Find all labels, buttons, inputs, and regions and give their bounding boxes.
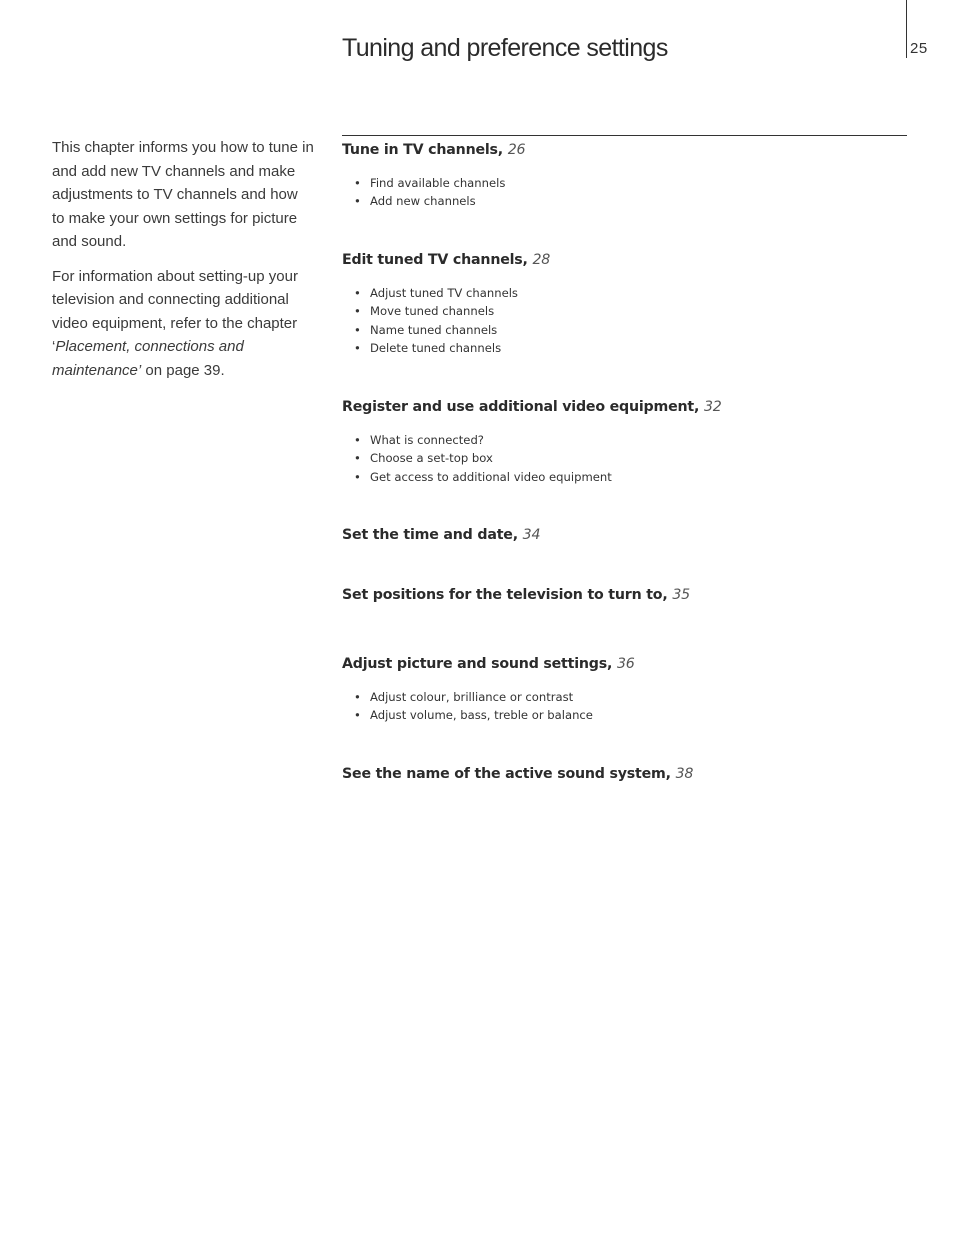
list-item-label: Choose a set-top box — [370, 451, 493, 466]
page-number: 25 — [910, 40, 928, 57]
section-title: Register and use additional video equipment, — [342, 399, 700, 415]
bullet-icon: • — [354, 451, 361, 466]
list-item — [354, 431, 907, 449]
list-item-label: Name tuned channels — [370, 322, 498, 337]
section-page-ref: 26 — [507, 142, 526, 158]
bullet-icon: • — [354, 690, 361, 704]
section-heading — [342, 250, 907, 270]
section-page-ref: 36 — [616, 656, 635, 672]
header-vertical-rule — [906, 0, 907, 58]
bullet-icon: • — [354, 304, 361, 319]
list-item — [354, 339, 907, 357]
list-item — [354, 321, 907, 339]
intro-paragraph-2-suffix: on page 39. — [141, 361, 225, 379]
bullet-icon: • — [354, 194, 361, 209]
list-item — [354, 706, 907, 724]
list-item — [354, 468, 907, 486]
intro-paragraph-2-prefix: For information about setting-up your television and connecting additional video equipment, refer to the chapter ‘ — [52, 267, 298, 355]
list-item — [354, 449, 907, 467]
section-heading — [342, 525, 907, 545]
section-picture-sound — [342, 654, 907, 725]
section-heading — [342, 140, 907, 160]
bullet-icon: • — [354, 469, 361, 484]
bullet-icon: • — [354, 286, 361, 300]
section-title: Edit tuned TV channels, — [342, 252, 528, 268]
section-positions — [342, 585, 907, 605]
section-page-ref: 34 — [522, 527, 541, 543]
list-item-label: What is connected? — [370, 433, 484, 447]
list-item-label: Adjust volume, bass, treble or balance — [370, 708, 593, 723]
section-title: Adjust picture and sound settings, — [342, 656, 613, 672]
page-title: Tuning and preference settings — [342, 34, 668, 62]
section-title: Tune in TV channels, — [342, 142, 503, 158]
list-item — [354, 302, 907, 320]
section-page-ref: 32 — [703, 399, 722, 415]
section-title: See the name of the active sound system, — [342, 766, 671, 782]
bullet-icon: • — [354, 322, 361, 337]
bullet-icon: • — [354, 433, 361, 447]
bullet-icon: • — [354, 341, 361, 356]
section-page-ref: 38 — [675, 766, 694, 782]
section-heading — [342, 654, 907, 674]
bullet-list — [342, 284, 907, 358]
intro-chapter-reference: Placement, connections and maintenance’ — [52, 338, 244, 379]
section-page-ref: 28 — [532, 252, 551, 268]
section-video-equipment — [342, 397, 907, 486]
list-item-label: Get access to additional video equipment — [370, 469, 612, 484]
bullet-icon: • — [354, 708, 361, 723]
list-item — [354, 192, 907, 210]
section-title: Set the time and date, — [342, 527, 518, 543]
list-item-label: Move tuned channels — [370, 304, 495, 319]
section-time-date — [342, 525, 907, 545]
intro-paragraph-2 — [52, 265, 314, 383]
intro-text — [52, 136, 314, 393]
bullet-list — [342, 174, 907, 211]
section-heading — [342, 764, 907, 784]
list-item-label: Delete tuned channels — [370, 341, 502, 356]
chapter-contents — [342, 135, 907, 782]
section-heading — [342, 397, 907, 417]
intro-paragraph-1: This chapter informs you how to tune in and add new TV channels and make adjustments to TV channels and how to make your own settings for picture and sound. — [52, 139, 314, 250]
bullet-list — [342, 688, 907, 725]
list-item — [354, 688, 907, 706]
section-page-ref: 35 — [672, 587, 690, 603]
list-item-label: Adjust tuned TV channels — [370, 286, 518, 300]
section-sound-system — [342, 764, 907, 784]
list-item-label: Find available channels — [370, 176, 506, 190]
section-edit-channels — [342, 250, 907, 358]
section-heading — [342, 585, 907, 605]
list-item-label: Adjust colour, brilliance or contrast — [370, 690, 574, 704]
section-title: Set positions for the television to turn to, — [342, 587, 668, 603]
section-tune-in — [342, 140, 907, 211]
list-item — [354, 174, 907, 192]
list-item — [354, 284, 907, 302]
bullet-list — [342, 431, 907, 486]
list-item-label: Add new channels — [370, 194, 476, 209]
bullet-icon: • — [354, 176, 361, 190]
